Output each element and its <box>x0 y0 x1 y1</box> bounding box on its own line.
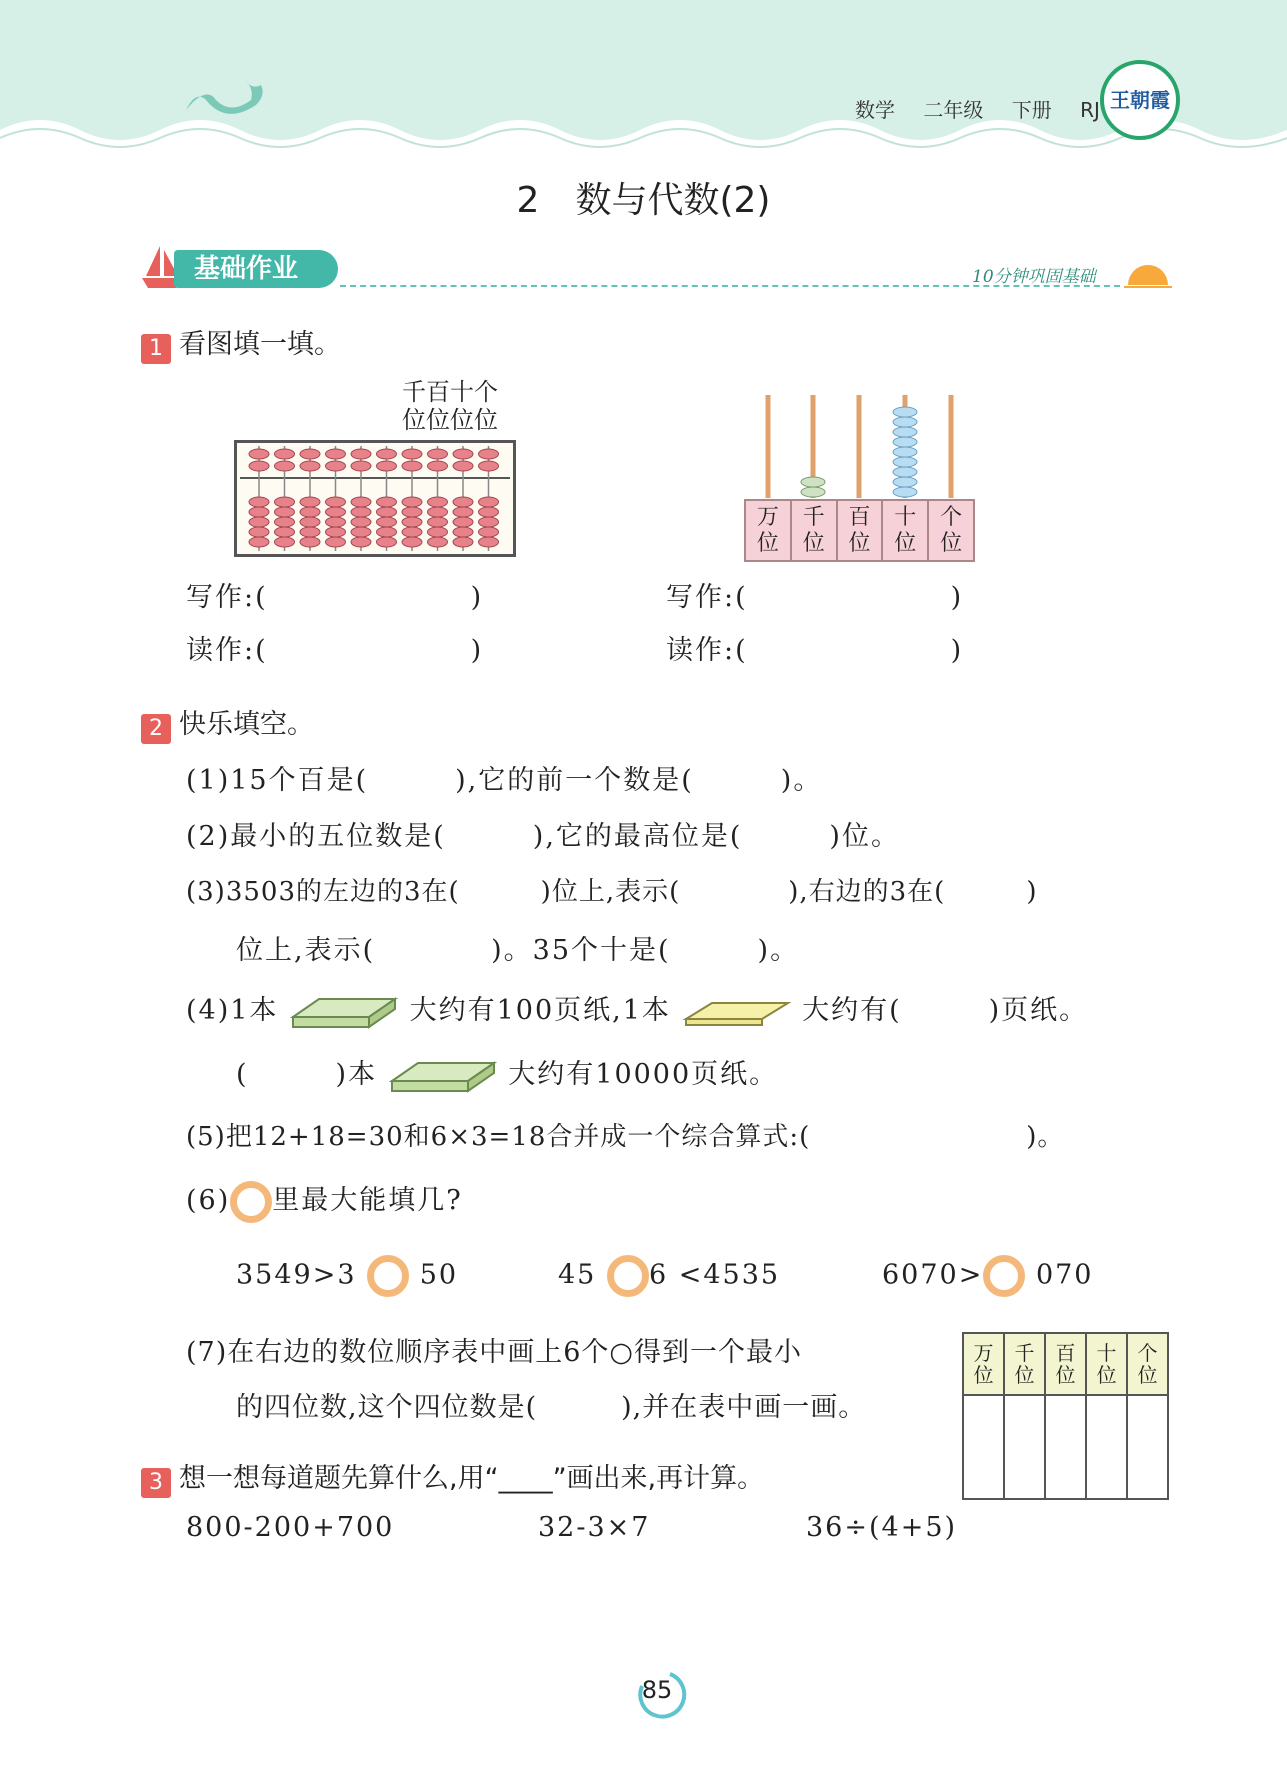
abacus-bead <box>351 537 371 547</box>
abacus-bead <box>275 449 295 459</box>
abacus-bead <box>402 449 422 459</box>
abacus-bead <box>351 527 371 537</box>
q2-line-7a: (7)在右边的数位顺序表中画上6个○得到一个最小 <box>186 1337 802 1368</box>
compare-3-right: 070 <box>1035 1259 1094 1291</box>
place-cell[interactable] <box>1004 1395 1045 1499</box>
abacus-bead <box>479 497 499 507</box>
abacus-bead <box>275 461 295 471</box>
q2-l6-part1: (6) <box>186 1185 231 1216</box>
abacus-bead <box>377 517 397 527</box>
abacus-bead <box>453 461 473 471</box>
place-cell[interactable] <box>1127 1395 1168 1499</box>
abacus-bead <box>351 461 371 471</box>
abacus-bead <box>402 461 422 471</box>
abacus-bead <box>300 461 320 471</box>
abacus-bead <box>300 527 320 537</box>
counter-place-bai: 百 位 <box>837 500 883 561</box>
flower-blank-icon[interactable] <box>983 1255 1025 1297</box>
place-cell[interactable] <box>1045 1395 1086 1499</box>
section-banner: 基础作业 <box>174 250 338 288</box>
q3-expr-2[interactable]: 32-3×7 <box>538 1512 651 1543</box>
abacus-bead <box>479 507 499 517</box>
abacus-bead <box>351 517 371 527</box>
q2-title: 快乐填空。 <box>179 709 314 740</box>
q1-read-right[interactable]: 读作:( ) <box>666 635 964 666</box>
abacus-bead <box>453 517 473 527</box>
abacus-bead <box>428 507 448 517</box>
place-cell[interactable] <box>963 1395 1004 1499</box>
compare-2-left: 45 <box>558 1259 597 1291</box>
q2-compare-2 <box>558 1255 780 1297</box>
abacus-bead <box>479 537 499 547</box>
q3-expr-1[interactable]: 800-200+700 <box>186 1512 395 1543</box>
page-number: 85 <box>641 1676 673 1704</box>
flower-blank-icon[interactable] <box>607 1255 649 1297</box>
abacus-bead <box>300 449 320 459</box>
q2-heading <box>141 702 314 744</box>
place-header-shi: 十 位 <box>1086 1333 1127 1395</box>
q2-l4a-part3[interactable]: 大约有( )页纸。 <box>802 995 1089 1026</box>
abacus-bead <box>402 497 422 507</box>
abacus-bead <box>275 527 295 537</box>
abacus-bead <box>428 449 448 459</box>
q2-line-7b[interactable]: 的四位数,这个四位数是( ),并在表中画一画。 <box>236 1392 867 1423</box>
place-header-wan: 万 位 <box>963 1333 1004 1395</box>
q3-number: 3 <box>141 1468 171 1498</box>
header-edition: RJ <box>1080 98 1100 122</box>
compare-2-right: 6 <4535 <box>648 1259 781 1291</box>
abacus-bead <box>300 497 320 507</box>
abacus-bead <box>479 527 499 537</box>
abacus-bead <box>351 497 371 507</box>
abacus-bead <box>402 517 422 527</box>
counter-place-wan: 万 位 <box>745 500 791 561</box>
abacus-bead <box>428 527 448 537</box>
abacus-bead <box>428 517 448 527</box>
abacus-bead <box>402 507 422 517</box>
q3-title: 想一想每道题先算什么,用“____”画出来,再计算。 <box>179 1463 765 1494</box>
abacus-bead <box>377 497 397 507</box>
flower-blank-icon[interactable] <box>367 1255 409 1297</box>
place-cell[interactable] <box>1086 1395 1127 1499</box>
abacus-bead <box>275 497 295 507</box>
abacus-bead <box>402 527 422 537</box>
abacus-bead <box>275 517 295 527</box>
abacus-place-label <box>402 378 498 434</box>
q2-number: 2 <box>141 714 171 744</box>
thick-book-icon <box>289 991 399 1033</box>
abacus-bead <box>453 527 473 537</box>
header-info <box>855 94 1122 123</box>
abacus-bead <box>428 497 448 507</box>
abacus-bead <box>428 461 448 471</box>
q2-l4a-part2: 大约有100页纸,1本 <box>409 995 671 1026</box>
abacus-bead <box>377 507 397 517</box>
abacus-bead <box>351 507 371 517</box>
logo-text: 王朝霞 <box>1110 88 1170 112</box>
place-header-bai: 百 位 <box>1045 1333 1086 1395</box>
abacus-bead <box>479 517 499 527</box>
q2-line-5[interactable]: (5)把12+18=30和6×3=18合并成一个综合算式:( )。 <box>186 1122 1065 1152</box>
abacus-bead <box>326 461 346 471</box>
abacus-bead <box>249 537 269 547</box>
abacus-bead <box>275 507 295 517</box>
abacus-bead <box>377 449 397 459</box>
q2-line-1[interactable]: (1)15个百是( ),它的前一个数是( )。 <box>186 765 823 796</box>
counter-place-qian: 千 位 <box>791 500 837 561</box>
abacus-bead <box>402 537 422 547</box>
place-header-qian: 千 位 <box>1004 1333 1045 1395</box>
q1-number: 1 <box>141 334 171 364</box>
brand-logo <box>1100 60 1180 140</box>
abacus-bead <box>351 449 371 459</box>
counter-place-shi: 十 位 <box>882 500 928 561</box>
sunset-icon <box>1122 255 1174 295</box>
abacus-bead <box>249 517 269 527</box>
abacus-bead <box>326 537 346 547</box>
q2-compare-1 <box>236 1255 458 1297</box>
header-volume: 下册 <box>1011 98 1052 122</box>
q3-heading <box>141 1456 764 1498</box>
abacus-bead <box>453 507 473 517</box>
q2-line-4b <box>236 1052 778 1097</box>
q2-line-3a[interactable]: (3)3503的左边的3在( )位上,表示( ),右边的3在( ) <box>186 877 1038 907</box>
q1-read-left[interactable]: 读作:( ) <box>186 635 484 666</box>
page-title: 2 数与代数(2) <box>516 180 771 221</box>
whale-icon <box>176 70 276 130</box>
abacus-bead <box>453 537 473 547</box>
abacus-bead <box>249 497 269 507</box>
thick-book-icon <box>388 1055 498 1097</box>
q2-line-2[interactable]: (2)最小的五位数是( ),它的最高位是( )位。 <box>186 821 900 852</box>
q2-l4a-part1: (4)1本 <box>186 995 279 1026</box>
header-grade: 二年级 <box>923 98 984 122</box>
abacus-bead <box>428 537 448 547</box>
abacus-bead <box>249 461 269 471</box>
q2-l4b-part1[interactable]: ( )本 <box>236 1059 378 1090</box>
q1-heading <box>141 322 341 364</box>
counter-place-ge: 个 位 <box>928 500 974 561</box>
abacus-bead <box>453 449 473 459</box>
abacus-bead <box>249 449 269 459</box>
q2-l6-part2: 里最大能填几? <box>272 1185 463 1216</box>
compare-3-left: 6070> <box>882 1259 984 1291</box>
thin-book-icon <box>682 991 792 1033</box>
counter-rods <box>744 390 975 500</box>
q1-title: 看图填一填。 <box>179 329 341 360</box>
q2-l4b-part2: 大约有10000页纸。 <box>508 1059 779 1090</box>
abacus-bead <box>249 527 269 537</box>
abacus-bead <box>326 497 346 507</box>
abacus-bead <box>453 497 473 507</box>
q1-write-right[interactable]: 写作:( ) <box>666 582 964 613</box>
place-value-table <box>962 1332 1169 1500</box>
abacus-bead <box>326 507 346 517</box>
q2-line-6 <box>186 1178 463 1223</box>
abacus-bead <box>249 507 269 517</box>
abacus-bead <box>326 449 346 459</box>
abacus-bead <box>326 517 346 527</box>
q2-compare-3 <box>882 1255 1093 1297</box>
abacus-label-top: 千百十个 <box>402 378 498 406</box>
header-subject: 数学 <box>855 98 895 122</box>
abacus-bead <box>377 537 397 547</box>
counter-base <box>744 499 975 562</box>
abacus-bead <box>377 461 397 471</box>
q2-line-4a <box>186 988 1088 1033</box>
abacus-bead <box>377 527 397 537</box>
q3-expr-3[interactable]: 36÷(4+5) <box>806 1512 958 1543</box>
abacus-bead <box>300 507 320 517</box>
place-header-ge: 个 位 <box>1127 1333 1168 1395</box>
section-note: 10分钟巩固基础 <box>972 267 1096 287</box>
q2-line-3b[interactable]: 位上,表示( )。35个十是( )。 <box>236 935 800 966</box>
abacus-label-bottom: 位位位位 <box>402 406 498 434</box>
abacus-bead <box>479 449 499 459</box>
abacus-beads <box>234 440 516 557</box>
q1-write-left[interactable]: 写作:( ) <box>186 582 484 613</box>
abacus-bead <box>326 527 346 537</box>
abacus-bead <box>300 517 320 527</box>
compare-1-right: 50 <box>419 1259 459 1291</box>
flower-blank-icon <box>230 1181 272 1223</box>
abacus-bead <box>300 537 320 547</box>
abacus-bead <box>275 537 295 547</box>
abacus-bead <box>479 461 499 471</box>
compare-1-left: 3549>3 <box>236 1259 357 1291</box>
